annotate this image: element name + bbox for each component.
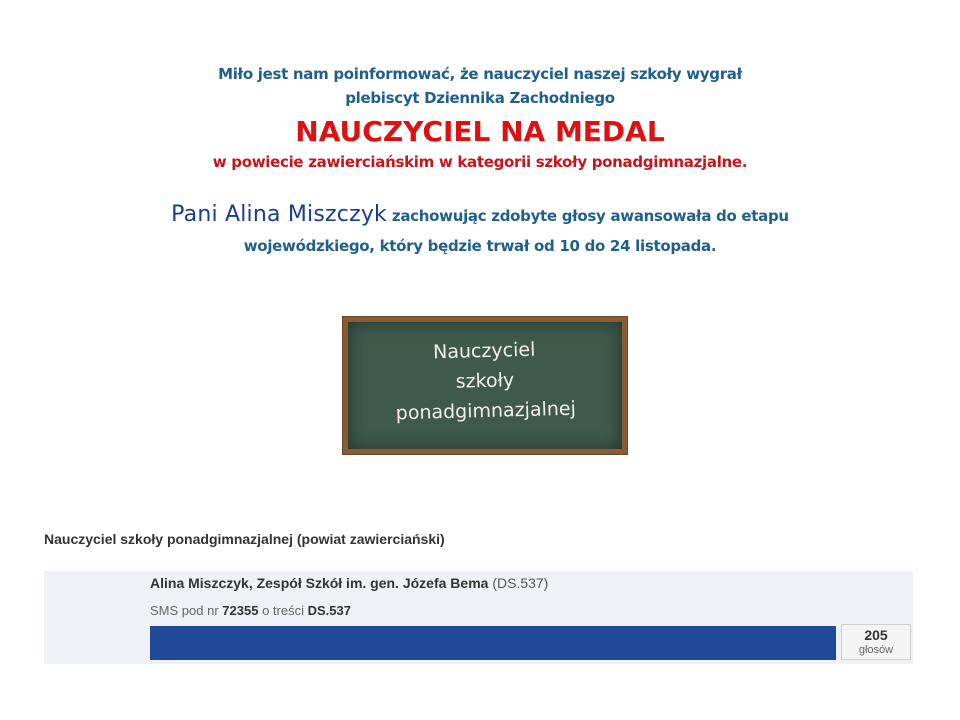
intro-line-1: Miło jest nam poinformować, że nauczyciel naszej szkoły wygrał — [218, 65, 742, 83]
vote-bar-track — [150, 626, 836, 660]
sms-prefix: SMS pod nr — [150, 603, 219, 618]
sms-number: 72355 — [222, 603, 259, 618]
candidate-name: Alina Miszczyk, Zespół Szkół im. gen. Józefa Bema — [150, 575, 489, 591]
intro-line-2: plebiscyt Dziennika Zachodniego — [345, 89, 615, 107]
info-block — [0, 200, 960, 261]
chalkboard-line-1: Nauczyciel — [432, 338, 536, 364]
teacher-name: Pani Alina Miszczyk — [171, 202, 387, 227]
results-title: Nauczyciel szkoły ponadgimnazjalnej (powiat zawierciański) — [44, 531, 445, 547]
vote-bar-fill — [150, 626, 836, 660]
headline: NAUCZYCIEL NA MEDAL — [295, 115, 665, 148]
info-line-2: wojewódzkiego, który będzie trwał od 10 do 24 listopada. — [243, 237, 717, 255]
votes-count: 205 — [864, 627, 888, 643]
chalkboard-text — [347, 332, 623, 429]
sms-text: DS.537 — [307, 603, 351, 618]
votes-box — [841, 624, 911, 660]
sms-instruction — [150, 603, 351, 618]
votes-unit: głosów — [858, 644, 894, 656]
candidate-code: (DS.537) — [492, 575, 549, 591]
chalkboard-image — [343, 317, 627, 454]
chalkboard-line-3: ponadgimnazjalnej — [395, 397, 577, 425]
candidate-line — [150, 575, 548, 591]
category-line: w powiecie zawierciańskim w kategorii szkoły ponadgimnazjalne. — [212, 153, 748, 171]
info-line-1 — [0, 200, 960, 231]
chalkboard-line-2: szkoły — [455, 369, 515, 393]
announcement — [0, 62, 960, 261]
info-line-1-text: zachowując zdobyte głosy awansowała do etapu — [391, 207, 789, 225]
sms-middle: o treści — [262, 603, 304, 618]
result-row — [44, 571, 913, 664]
